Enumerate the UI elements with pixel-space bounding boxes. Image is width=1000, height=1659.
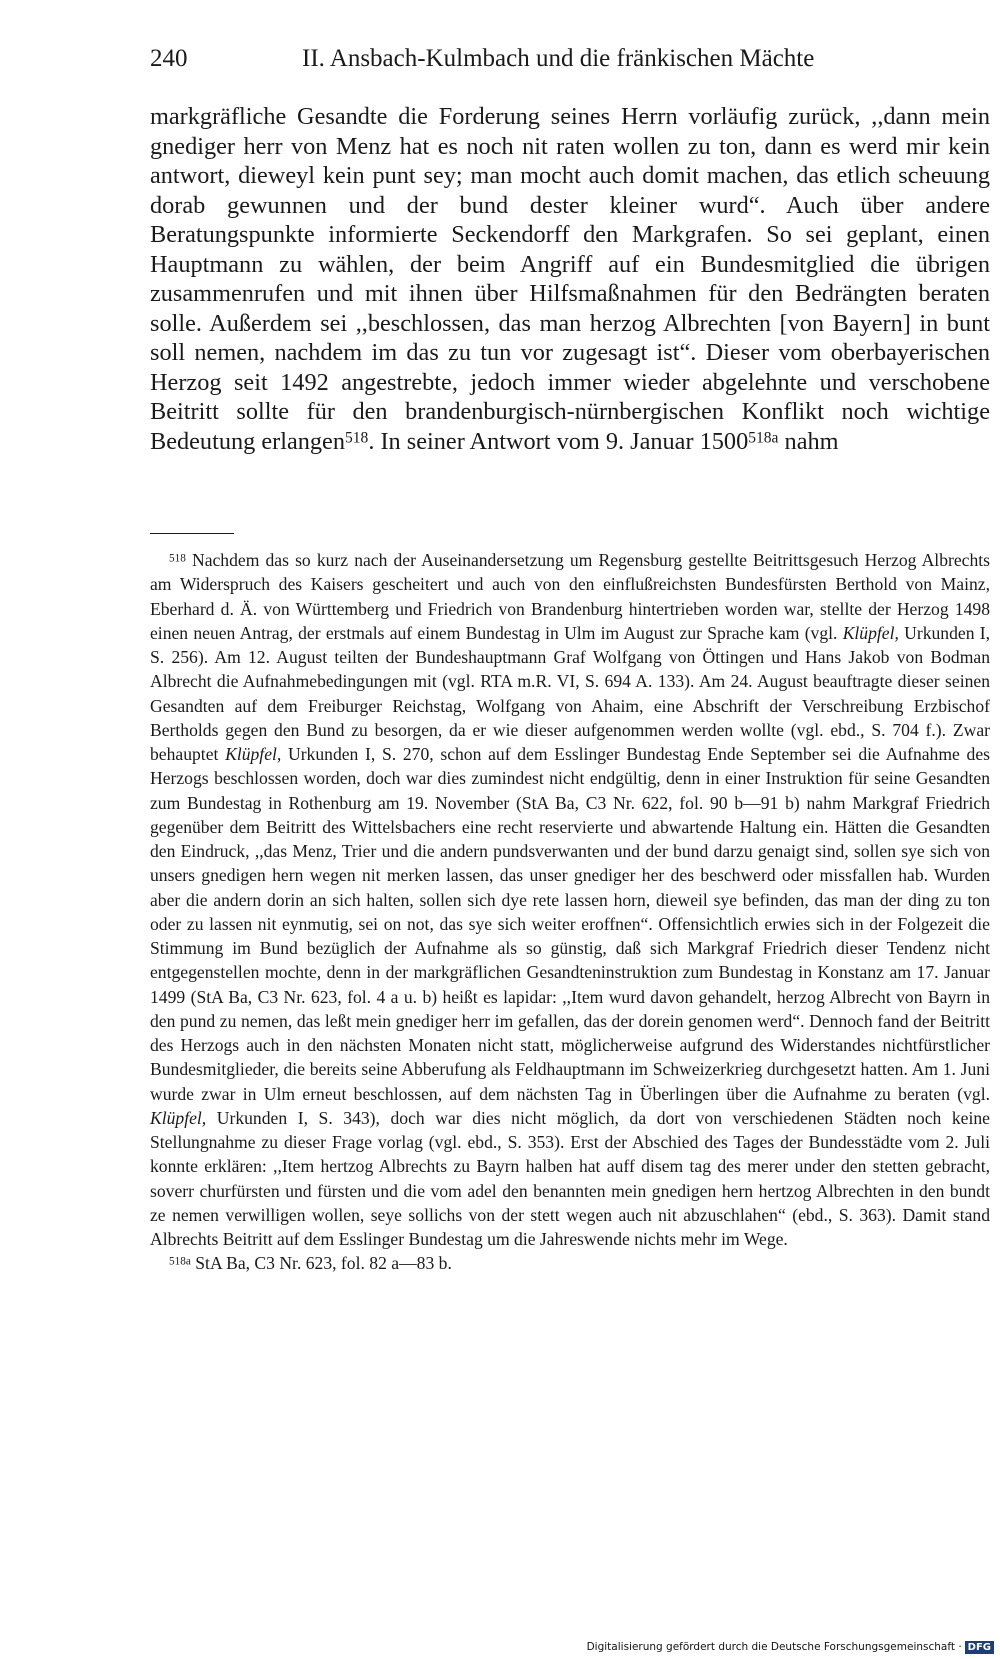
dfg-logo-icon: DFG	[965, 1641, 994, 1654]
footnote-citation-author: Klüpfel,	[225, 744, 282, 764]
main-text-part-1: markgräfliche Gesandte die Forderung seines Herrn vorläufig zurück, ,,dann mein gnediger herr von Menz hat es noch nit raten wollen zu ton, dann es werd mir kein antwort, dieweyl kein punt sey; man mocht auch domit machen, das etlich scheuung dorab gewunnen und der bund dester kleiner wurd“. Auch über andere Beratungspunkte informierte Seckendorff den Markgrafen. So sei geplant, einen Hauptmann zu wählen, der beim Angriff auf ein Bundesmitglied die übrigen zusammenrufen und mit ihnen über Hilfsmaßnahmen für den Bedrängten beraten solle. Außerdem sei ,,beschlossen, das man herzog Albrechten [von Bayern] in bunt soll nemen, nachdem im das zu tun vor zugesagt ist“. Dieser vom oberbayerischen Herzog seit 1492 angestrebte, jedoch immer wieder abgelehnte und verschobene Beitritt sollte für den brandenburgisch-nürnbergischen Konflikt noch wichtige Bedeutung erlangen	[150, 103, 990, 455]
footnote-marker: 518	[169, 552, 186, 565]
footnote-ref-518: 518	[344, 428, 369, 446]
footnote-text: Urkunden I, S. 343), doch war dies nicht möglich, da dort von verschiedenen Städten noch keine Stellungnahme zu dieser Frage vorlag (vgl. ebd., S. 353). Erst der Abschied des Tages der Bundesstädte vom 2. Juli konnte erklären: ,,Item hertzog Albrechts zu Bayrn halben hat auff disem tag des merer under den stetten gebracht, soverr churfürsten und fürsten und die vom adel den benannten mein gnedigen hern hertzog Albrechten in den bundt ze nemen verwilligen wollen, seye sollichs von der stett wegen auch nit abzuschlahen“ (ebd., S. 363). Damit stand Albrechts Beitritt auf dem Esslinger Bundestag um die Jahreswende nichts mehr im Wege.	[150, 1107, 990, 1249]
footnote	[150, 1251, 990, 1275]
footnote-text: Urkunden I, S. 256). Am 12. August teilten der Bundeshauptmann Graf Wolfgang von Öttingen und Hans Jakob von Bodman Albrecht die Aufnahmebedingungen mit (vgl. RTA m.R. VI, S. 694 A. 133). Am 24. August beauftragte dieser seinen Gesandten auf dem Freiburger Reichstag, Wolfgang von Ahaim, eine Abschrift der Verschreibung Erzbischof Bertholds gegen den Bund zu besorgen, da er wie dieser aufgenommen werden wollte (vgl. ebd., S. 704 f.). Zwar behauptet	[150, 622, 990, 764]
footnote-text: StA Ba, C3 Nr. 623, fol. 82 a—83 b.	[190, 1253, 452, 1274]
footnote-text: Nachdem das so kurz nach der Auseinandersetzung um Regensburg gestellte Beitrittsgesuch Herzog Albrechts am Widerspruch des Kaisers gescheitert und auch von den einflußreichsten Bundesfürsten Berthold von Mainz, Eberhard d. Ä. von Württemberg und Friedrich von Brandenburg hintertrieben worden war, stellte der Herzog 1498 einen neuen Antrag, der erstmals auf einem Bundestag in Ulm im August zur Sprache kam (vgl.	[150, 550, 990, 643]
footnote-marker: 518a	[169, 1255, 191, 1268]
footnote	[150, 548, 990, 1251]
main-paragraph	[150, 102, 990, 456]
main-text-part-3: nahm	[778, 427, 839, 455]
running-title: II. Ansbach-Kulmbach und die fränkischen Mächte	[302, 45, 815, 72]
page-footer	[587, 1640, 994, 1654]
footnote-divider	[150, 533, 234, 534]
footnote-text: Urkunden I, S. 270, schon auf dem Esslinger Bundestag Ende September sei die Aufnahme des Herzogs beschlossen worden, doch war dies zumindest nicht endgültig, denn in einer Instruktion für seine Gesandten zum Bundestag in Rothenburg am 19. November (StA Ba, C3 Nr. 622, fol. 90 b—91 b) nahm Markgraf Friedrich gegenüber dem Beitritt des Wittelsbachers eine recht reservierte und abwartende Haltung ein. Hätten die Gesandten den Eindruck, ,,das Menz, Trier und die andern pundsverwanten und der bund darzu genaigt sind, sollen sye sich von unsers gnedigen hern wegen nit merken lassen, das unser gnediger her des beschwerd oder missfallen hab. Wurden aber die andern dorin an sich halten, sollen sich dye rete lassen horn, dieweil sye befinden, das man der ding zu ton oder zu lassen nit eynmutig, sei on not, das sye sich weiter eroffnen“. Offensichtlich erwies sich in der Folgezeit die Stimmung im Bund bezüglich der Aufnahme als so günstig, daß sich Markgraf Friedrich dieser Tendenz nicht entgegenstellen mochte, denn in der markgräflichen Gesandteninstruktion zum Bundestag in Konstanz am 17. Januar 1499 (StA Ba, C3 Nr. 623, fol. 4 a u. b) heißt es lapidar: ,,Item wurd davon gehandelt, herzog Albrecht von Bayrn in den pund zu nemen, das leßt mein gnediger herr im gefallen, das der dorein genomen werd“. Dennoch fand der Beitritt des Herzogs auch in den nächsten Monaten nicht statt, möglicherweise aufgrund des Widerstandes nichtfürstlicher Bundesmitglieder, die bereits seine Abberufung als Feldhauptmann im Schweizerkrieg durchgesetzt hatten. Am 1. Juni wurde zwar in Ulm erneut beschlossen, auf dem nächsten Tag in Überlingen über die Aufnahme zu beraten (vgl.	[150, 744, 990, 1104]
digitization-credit: Digitalisierung gefördert durch die Deutsche Forschungsgemeinschaft ·	[586, 1641, 962, 1653]
footnote-ref-518a: 518a	[748, 428, 779, 446]
footnote-citation-author: Klüpfel,	[150, 1107, 207, 1128]
main-text-part-2: . In seiner Antwort vom 9. Januar 1500	[368, 427, 749, 455]
footnotes-section	[150, 548, 990, 1276]
page-number: 240	[150, 45, 188, 72]
footnote-citation-author: Klüpfel,	[842, 622, 899, 643]
